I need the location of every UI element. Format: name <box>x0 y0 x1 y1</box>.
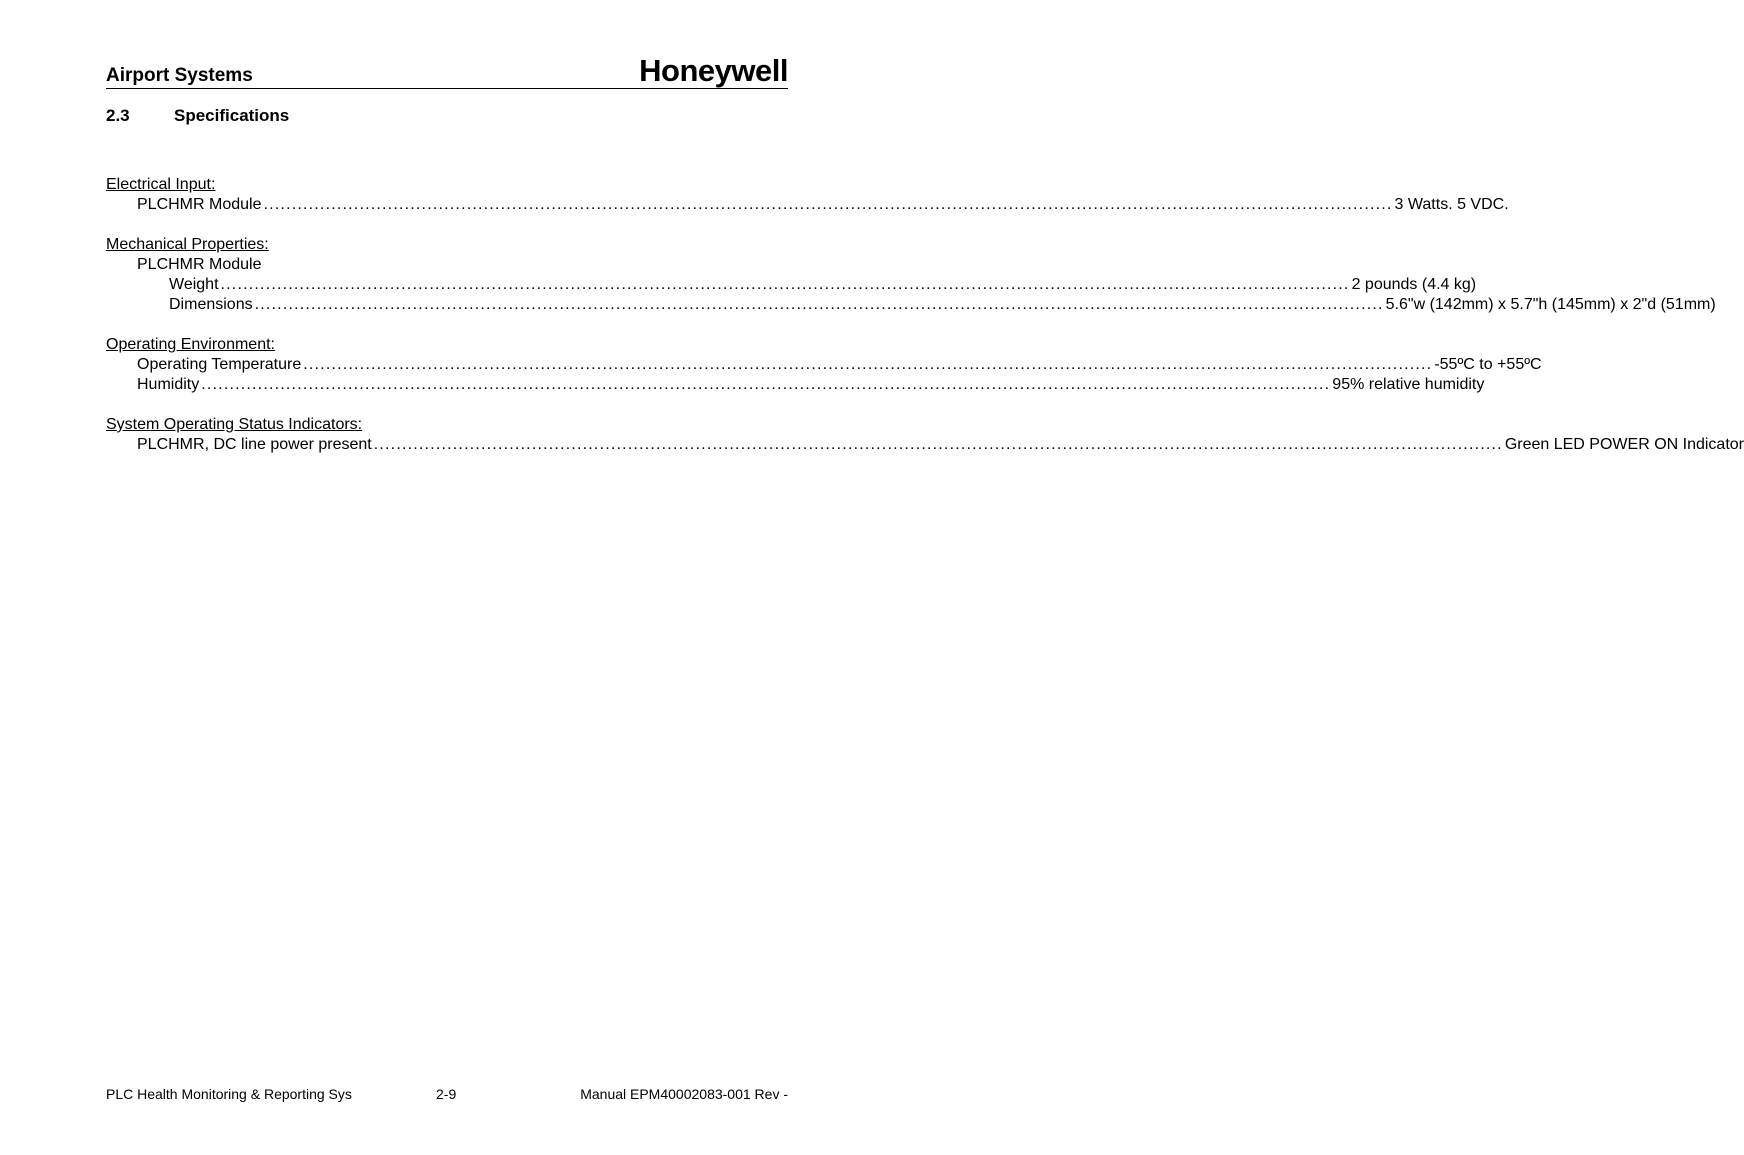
electrical-input-group <box>106 175 1509 215</box>
spec-value: -55ºC to +55ºC <box>1434 356 1542 373</box>
spec-row-weight <box>106 275 1477 295</box>
operating-environment-group <box>106 335 1542 395</box>
spec-row-temperature <box>106 355 1542 375</box>
spec-row-dimensions <box>106 295 1716 315</box>
spec-label: PLCHMR, DC line power present <box>137 436 372 453</box>
spec-value: 3 Watts. 5 VDC. <box>1394 196 1509 213</box>
spec-row-power <box>106 435 1744 455</box>
spec-label: Weight <box>169 276 219 293</box>
dot-leader: ........................................................................................................................................................................................................ <box>263 196 1393 213</box>
page-footer <box>106 1086 788 1104</box>
spec-value: Green LED POWER ON Indicator <box>1504 436 1744 453</box>
header-title: Airport Systems <box>106 65 253 86</box>
electrical-input-heading: Electrical Input: <box>106 176 216 193</box>
footer-document-title: PLC Health Monitoring & Reporting Sys <box>106 1086 352 1102</box>
brand-logo: Honeywell <box>639 53 788 88</box>
specifications-list <box>106 175 1744 475</box>
spec-label: Operating Temperature <box>137 356 302 373</box>
mechanical-properties-group <box>106 235 1716 315</box>
spec-row-humidity <box>106 375 1485 395</box>
dot-leader: ........................................................................................................................................................................................................ <box>373 436 1503 453</box>
spec-value: 2 pounds (4.4 kg) <box>1351 276 1477 293</box>
operating-environment-heading: Operating Environment: <box>106 336 275 353</box>
spec-value: 95% relative humidity <box>1332 376 1485 393</box>
section-number: 2.3 <box>106 106 130 125</box>
page-header <box>106 48 788 89</box>
status-indicators-heading: System Operating Status Indicators: <box>106 416 363 433</box>
page-number: 2-9 <box>436 1086 457 1102</box>
dot-leader: ........................................................................................................................................................................................................ <box>220 276 1350 293</box>
manual-number: Manual EPM40002083-001 Rev - <box>580 1086 788 1102</box>
spec-row-electrical-module <box>106 195 1509 215</box>
spec-value: 5.6"w (142mm) x 5.7"h (145mm) x 2"d (51mm) <box>1385 296 1716 313</box>
spec-label: Humidity <box>137 376 200 393</box>
mechanical-module-label: PLCHMR Module <box>137 256 262 273</box>
section-heading <box>106 106 289 126</box>
spec-label: PLCHMR Module <box>137 196 262 213</box>
mechanical-properties-heading: Mechanical Properties: <box>106 236 269 253</box>
dot-leader: ........................................................................................................................................................................................................ <box>201 376 1331 393</box>
dot-leader: ........................................................................................................................................................................................................ <box>303 356 1433 373</box>
section-title: Specifications <box>174 106 290 125</box>
status-indicators-group <box>106 415 1744 455</box>
dot-leader: ........................................................................................................................................................................................................ <box>254 296 1384 313</box>
spec-label: Dimensions <box>169 296 253 313</box>
